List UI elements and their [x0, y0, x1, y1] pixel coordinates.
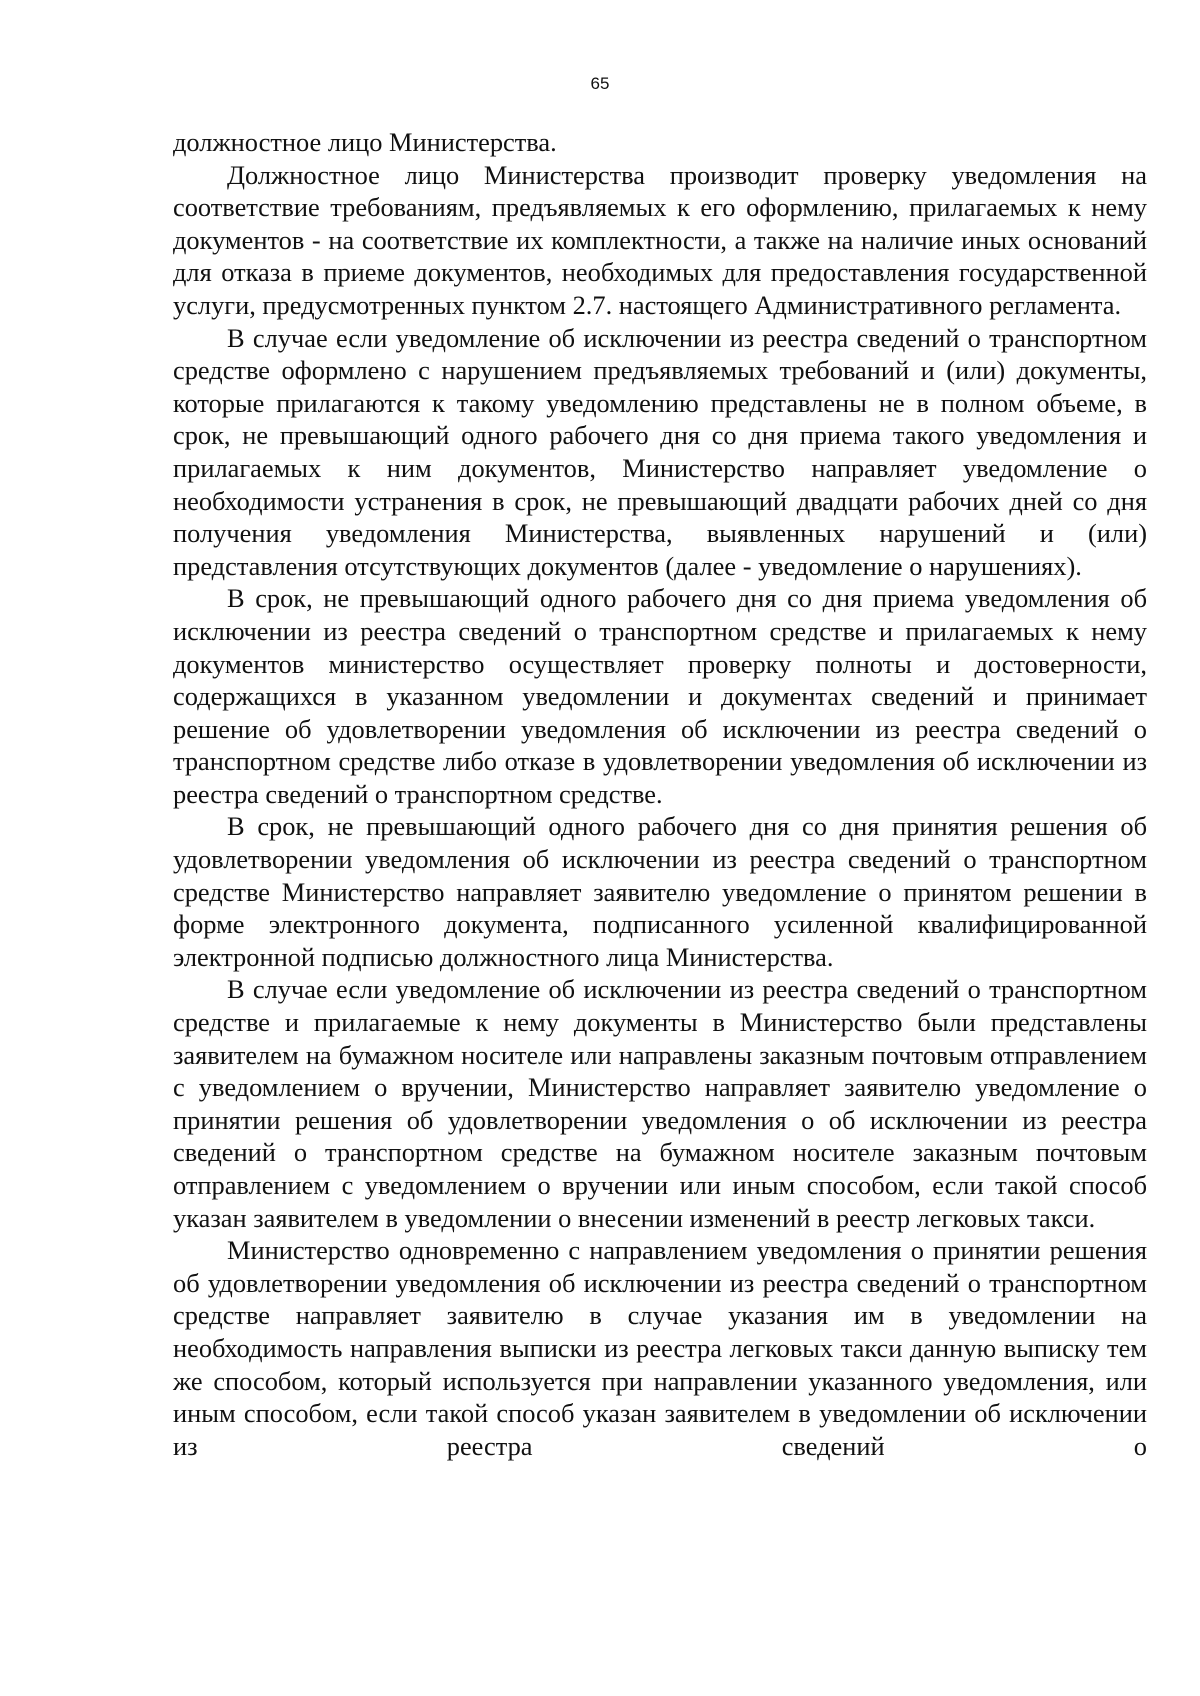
paragraph-violations: В случае если уведомление об исключении из реестра сведений о транспортном средстве оформлено с нарушением предъявляемых требований и (или) документы, которые прилагаются к такому уведомлению представлены не в полном объеме, в срок, не превышающий одного рабочего дня со дня приема такого уведомления и прилагаемых к ним документов, Министерство направляет уведомление о необходимости устранения в срок, не превышающий двадцати рабочих дней со дня получения уведомления Министерства, выявленных нарушений и (или) представления отсутствующих документов (далее - уведомление о нарушениях).: [173, 322, 1147, 581]
paragraph-verification: Должностное лицо Министерства производит проверку уведомления на соответствие требованиям, предъявляемых к его оформлению, прилагаемых к нему документов - на соответствие их комплектности, а также на наличие иных оснований для отказа в приеме документов, необходимых для предоставления государственной услуги, предусмотренных пунктом 2.7. настоящего Административного регламента.: [173, 159, 1147, 320]
paragraph-continuation: должностное лицо Министерства.: [173, 127, 557, 157]
document-body: [173, 126, 1147, 1462]
page-number: 65: [590, 74, 610, 93]
paragraph-registry-extract: Министерство одновременно с направлением уведомления о принятии решения об удовлетворении уведомления об исключении из реестра сведений о транспортном средстве направляет заявителю в случае указания им в уведомлении на необходимость направления выписки из реестра легковых такси данную выписку тем же способом, который используется при направлении указанного уведомления, или иным способом, если такой способ указан заявителем в уведомлении об исключении из реестра сведений о: [173, 1235, 1147, 1461]
paragraph-electronic-notice: В срок, не превышающий одного рабочего дня со дня принятия решения об удовлетворении уведомления об исключении из реестра сведений о транспортном средстве Министерство направляет заявителю уведомление о принятом решении в форме электронного документа, подписанного усиленной квалифицированной электронной подписью должностного лица Министерства.: [173, 811, 1147, 972]
paragraph-paper-notice: В случае если уведомление об исключении из реестра сведений о транспортном средстве и прилагаемые к нему документы в Министерство были представлены заявителем на бумажном носителе или направлены заказным почтовым отправлением с уведомлением о вручении, Министерство направляет заявителю уведомление о принятии решения об удовлетворении уведомления о об исключении из реестра сведений о транспортном средстве на бумажном носителе заказным почтовым отправлением с уведомлением о вручении или иным способом, если такой способ указан заявителем в уведомлении о внесении изменений в реестр легковых такси.: [173, 974, 1147, 1233]
paragraph-completeness-check: В срок, не превышающий одного рабочего дня со дня приема уведомления об исключении из реестра сведений о транспортном средстве и прилагаемых к нему документов министерство осуществляет проверку полноты и достоверности, содержащихся в указанном уведомлении и документах сведений и принимает решение об удовлетворении уведомления об исключении из реестра сведений о транспортном средстве либо отказе в удовлетворении уведомления об исключении из реестра сведений о транспортном средстве.: [173, 583, 1147, 809]
